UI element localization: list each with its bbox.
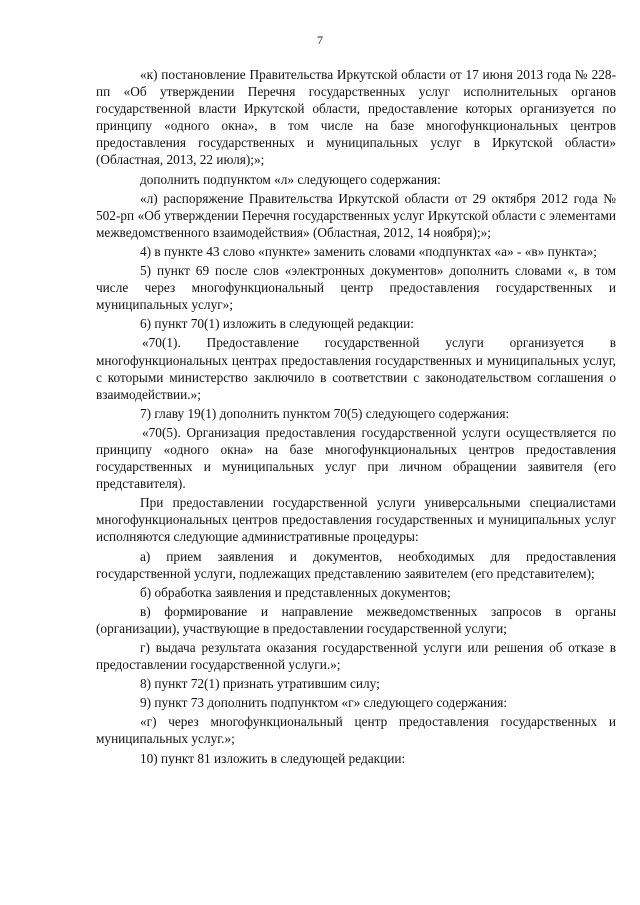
paragraph-l-order: «л) распоряжение Правительства Иркутской области от 29 октября 2012 года № 502-рп «Об утверждении Перечня государственных услуг Иркутской области с элементами межведомственного взаимодействия» (Областная, 2012, 14 ноября);»; [96,190,616,240]
page-number: 7 [317,33,323,47]
paragraph-item-4: 4) в пункте 43 слово «пункте» заменить словами «подпунктах «а» - «в» пункта»; [140,243,597,259]
paragraph-item-9: 9) пункт 73 дополнить подпунктом «г» следующего содержания: [140,695,508,711]
paragraph-k-resolution: «к) постановление Правительства Иркутской области от 17 июня 2013 года № 228-пп «Об утверждении Перечня государственных услуг исполнительных органов государственной власти Иркутской области, предоставление которых организуется по принципу «одного окна», в том числе на базе многофункциональных центров предоставления государственных и муниципальных услуг в Иркутской области» (Областная, 2013, 22 июля);»; [96,67,616,168]
paragraph-procedures-intro: При предоставлении государственной услуги универсальными специалистами многофункциональных центров предоставления государственных и муниципальных услуг исполняются следующие административные процедуры: [96,495,616,545]
paragraph-item-10: 10) пункт 81 изложить в следующей редакции: [140,750,406,766]
paragraph-70-5-text: «70(5). Организация предоставления государственной услуги осуществляется по принципу «одного окна» на базе многофункциональных центров предоставления государственных и муниципальных услуг при личном обращении заявителя (его представителя). [96,424,616,492]
paragraph-item-8: 8) пункт 72(1) признать утратившим силу; [140,676,380,692]
paragraph-70-1-text: «70(1). Предоставление государственной услуги организуется в многофункциональных центрах предоставления государственных и муниципальных услуг, с которыми министерство заключило в соответствии с законодательством соглашения о взаимодействии.»; [96,335,616,402]
paragraph-subitem-g-text: «г) через многофункциональный центр предоставления государственных и муниципальных услуг.»; [96,714,616,747]
paragraph-procedure-v: в) формирование и направление межведомственных запросов в органы (организации), участвующие в предоставлении государственной услуги; [96,603,616,636]
paragraph-add-subitem-l: дополнить подпунктом «л» следующего содержания: [140,171,441,187]
paragraph-item-7: 7) главу 19(1) дополнить пунктом 70(5) следующего содержания: [140,405,510,421]
paragraph-procedure-g: г) выдача результата оказания государственной услуги или решения об отказе в предоставлении государственной услуги.»; [96,640,616,673]
document-body [96,66,616,769]
paragraph-procedure-b: б) обработка заявления и представленных документов; [140,584,451,600]
paragraph-item-5: 5) пункт 69 после слов «электронных документов» дополнить словами «, в том числе через многофункциональный центр предоставления государственных и муниципальных услуг»; [96,263,616,313]
paragraph-item-6: 6) пункт 70(1) изложить в следующей редакции: [140,316,414,332]
paragraph-procedure-a: а) прием заявления и документов, необходимых для предоставления государственной услуги, подлежащих представлению заявителем (его представителем); [96,548,616,581]
